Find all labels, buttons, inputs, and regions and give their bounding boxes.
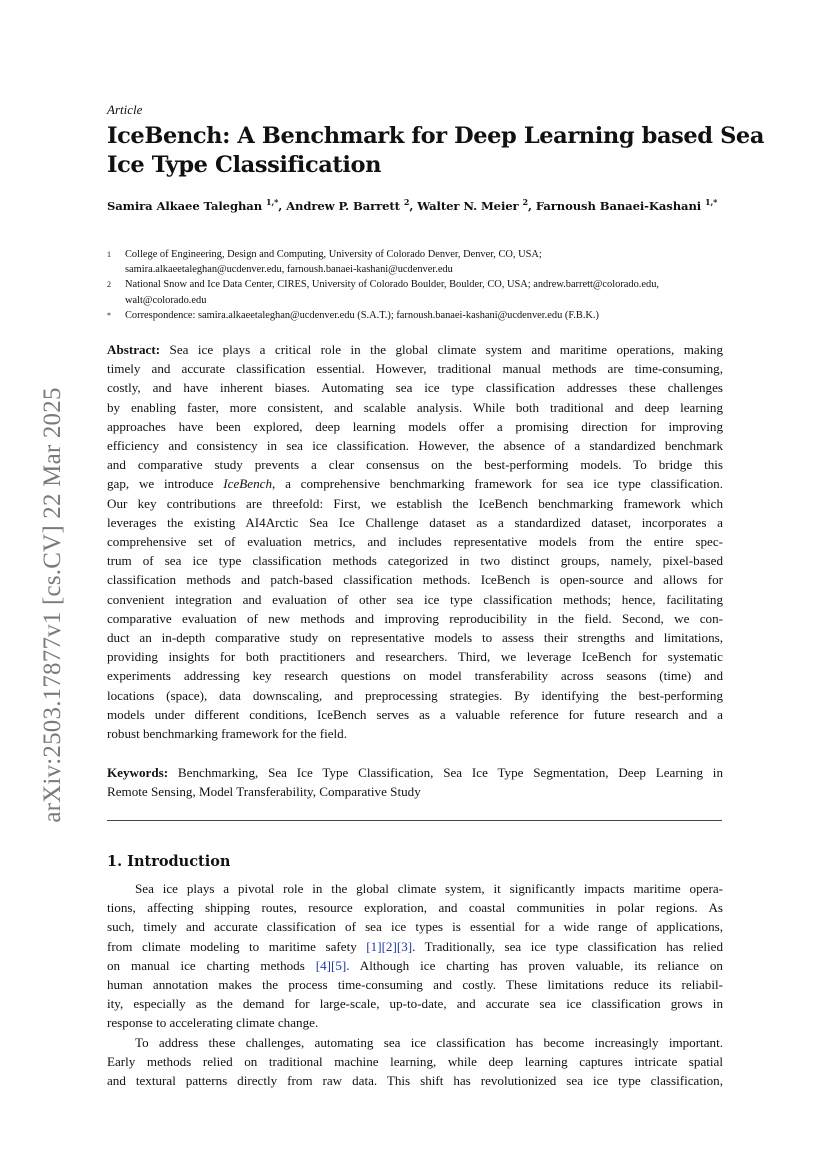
author-name: Walter N. Meier [417, 198, 519, 213]
intro-line: Early methods relied on traditional machine learning, while deep learning captures intricate spatial [107, 1053, 723, 1069]
author-list: Samira Alkaee Taleghan $^{1,*}$, Andrew P. Barrett $^2$, Walter N. Meier $^2$, Farnoush Banaei-Kashani $^{1,*}$ [107, 197, 718, 213]
intro-text: on manual ice charting methods [107, 957, 316, 973]
keywords-label: Keywords: [107, 765, 169, 780]
abstract-line: Our key contributions are threefold: First, we establish the IceBench benchmarking framework which [107, 495, 723, 511]
author-name: Samira Alkaee Taleghan [107, 198, 263, 213]
intro-line: Sea ice plays a pivotal role in the global climate system, it significantly impacts maritime opera- [135, 881, 723, 896]
affiliation-line: samira.alkaeetaleghan@ucdenver.edu, farnoush.banaei-kashani@ucdenver.edu [125, 264, 453, 276]
abstract-line: duct an in-depth comparative study on representative models to assess their strengths and limitations, [107, 630, 723, 646]
citation-link[interactable]: [5] [331, 957, 347, 973]
author-affil-mark: 1,* [705, 197, 718, 207]
abstract-line: providing insights for both practitioners and researchers. Third, we leverage IceBench for systematic [107, 649, 723, 665]
affiliation-line: walt@colorado.edu [125, 294, 207, 306]
article-type-label: Article [107, 102, 143, 117]
affiliation-line: National Snow and Ice Data Center, CIRES, University of Colorado Boulder, Boulder, CO, USA; andrew.barrett@colorado.edu, [125, 279, 659, 291]
keywords-text: Benchmarking, Sea Ice Type Classification, Sea Ice Type Segmentation, Deep Learning in [177, 765, 723, 780]
keywords-line: Remote Sensing, Model Transferability, Comparative Study [107, 784, 421, 800]
abstract-line: models under different conditions, IceBench serves as a valuable reference for future research and a [107, 706, 723, 722]
affiliation-mark: 1 [107, 250, 111, 259]
author-name: Andrew P. Barrett [286, 198, 400, 213]
author-affil-mark: 2 [403, 197, 410, 207]
correspondence [107, 308, 737, 323]
abstract [107, 340, 723, 743]
abstract-line: robust benchmarking framework for the field. [107, 726, 347, 742]
author-name: Farnoush Banaei-Kashani [535, 198, 702, 213]
affiliation-2 [107, 277, 737, 307]
keywords-line [107, 763, 723, 782]
abstract-line: classification methods and patch-based classification methods. IceBench is open-source and allows for [107, 572, 723, 588]
abstract-line: and comparative study prevents a clear consensus on the best-performing models. To bridge this [107, 457, 723, 473]
section-heading: 1. Introduction [107, 853, 231, 870]
affiliations [107, 247, 737, 323]
abstract-line: comparative evaluation of new methods and improving reproducibility in the field. Second, we con- [107, 610, 723, 626]
abstract-line: costly, and have inherent biases. Automating sea ice type classification addresses these challenges [107, 380, 723, 396]
intro-line [107, 937, 723, 956]
abstract-line: trum of sea ice type classification methods categorized in two distinct groups, namely, pixel-based [107, 553, 723, 569]
citation-link[interactable]: [2] [381, 938, 397, 954]
intro-line: ity, especially as the demand for large-scale, up-to-date, and accurate sea ice classification grows in [107, 996, 723, 1012]
author-affil-mark: 1,* [265, 197, 279, 207]
intro-text: . Although ice charting has proven valuable, its reliance on [346, 957, 723, 973]
citation-link[interactable]: [1] [366, 938, 382, 954]
intro-line: such, timely and accurate classification of sea ice types is essential for a wide range of applications, [107, 919, 723, 935]
affiliation-1 [107, 247, 737, 277]
abstract-line: experiments addressing key research questions on model transferability across seasons (time) and [107, 668, 723, 684]
arxiv-margin-stamp: arXiv:2503.17877v1 [cs.CV] 22 Mar 2025 [39, 387, 66, 823]
paper-title [107, 122, 765, 180]
abstract-text: , a comprehensive benchmarking framework for sea ice type classification. [272, 476, 723, 492]
abstract-line: efficiency and consistency in sea ice classification. However, the absence of a standardized benchmark [107, 438, 723, 454]
abstract-line: approaches have been explored, deep learning models offer a promising direction for improving [107, 418, 723, 434]
section-divider [107, 820, 722, 821]
intro-text: from climate modeling to maritime safety [107, 938, 367, 954]
abstract-italic-name: IceBench [223, 476, 272, 492]
introduction-body [107, 879, 723, 1090]
title-line: IceBench: A Benchmark for Deep Learning based Sea [107, 123, 765, 149]
abstract-line: convenient integration and evaluation of other sea ice type classification methods; hence, facilitating [107, 591, 723, 607]
citation-link[interactable]: [4] [315, 957, 331, 973]
keywords [107, 763, 723, 801]
abstract-line [107, 474, 723, 493]
abstract-line [107, 340, 723, 359]
intro-line: human annotation makes the process time-consuming and costly. These limitations reduce its reliabil- [107, 977, 723, 993]
abstract-line: leverages the existing AI4Arctic Sea Ice Challenge dataset as a standardized dataset, incorporates a [107, 514, 723, 530]
intro-line: To address these challenges, automating sea ice classification has become increasingly important. [135, 1034, 723, 1050]
title-line: Ice Type Classification [107, 152, 382, 178]
affiliation-mark: 2 [107, 280, 111, 290]
abstract-line: by enabling faster, more consistent, and scalable analysis. While both traditional and deep learning [107, 399, 723, 415]
intro-line [107, 956, 723, 975]
affiliation-line: College of Engineering, Design and Computing, University of Colorado Denver, Denver, CO, USA; [125, 249, 542, 260]
citation-link[interactable]: [3] [396, 938, 413, 954]
author-affil-mark: 2 [522, 197, 528, 207]
abstract-line: timely and accurate classification essential. However, traditional manual methods are time-consuming, [107, 361, 723, 377]
intro-line: response to accelerating climate change. [107, 1015, 319, 1031]
abstract-line: comprehensive set of evaluation metrics, and includes representative models from the entire spec- [107, 534, 723, 550]
intro-text: . Traditionally, sea ice type classification has relied [412, 938, 723, 954]
abstract-text: gap, we introduce [107, 476, 224, 492]
affiliation-mark: * [107, 310, 111, 320]
abstract-text: Sea ice plays a critical role in the global climate system and maritime operations, making [169, 342, 723, 357]
abstract-label: Abstract: [107, 342, 161, 357]
affiliation-line: Correspondence: samira.alkaeetaleghan@ucdenver.edu (S.A.T.); farnoush.banaei-kashani@ucdenver.edu (F.B.K.) [125, 309, 599, 321]
intro-line: and textural patterns directly from raw data. This shift has revolutionized sea ice type classification, [107, 1073, 723, 1089]
abstract-line: locations (space), data downscaling, and preprocessing strategies. By identifying the best-performing [107, 687, 723, 703]
intro-line: tions, affecting shipping routes, resource exploration, and coastal communities in polar regions. As [107, 900, 723, 916]
